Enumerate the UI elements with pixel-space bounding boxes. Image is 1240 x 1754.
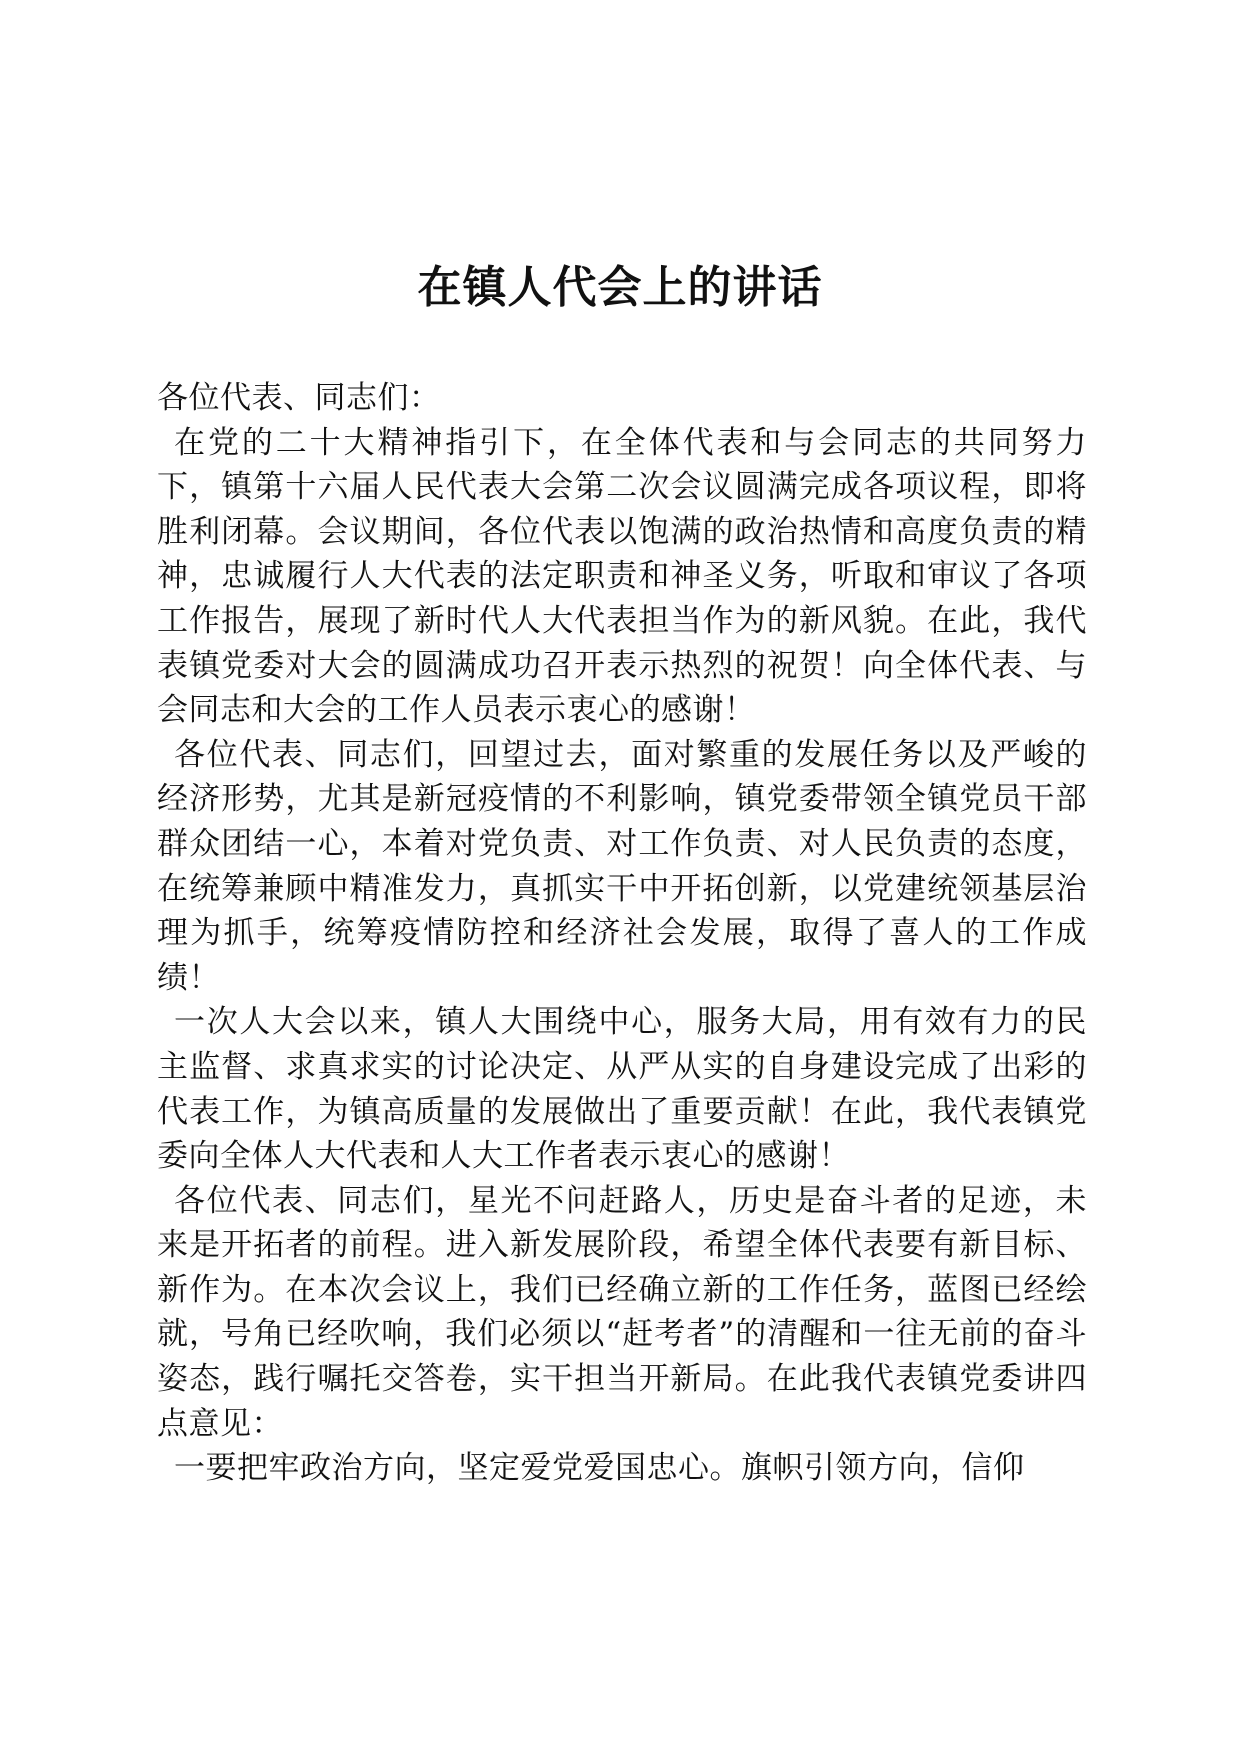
paragraph: 一要把牢政治方向，坚定爱党爱国忠心。旗帜引领方向，信仰	[174, 1450, 1025, 1487]
document-title: 在镇人代会上的讲话	[417, 262, 823, 313]
paragraph: 各位代表、同志们，星光不问赶路人，历史是奋斗者的足迹，未来是开拓者的前程。进入新发展阶段，希望全体代表要有新目标、新作为。在本次会议上，我们已经确立新的工作任务，蓝图已经绘就，号角已经吹响，我们必须以“赶考者”的清醒和一往无前的奋斗姿态，践行嘱托交答卷，实干担当开新局。在此我代表镇党委讲四点意见：	[157, 1182, 1087, 1442]
paragraph: 在党的二十大精神指引下，在全体代表和与会同志的共同努力下，镇第十六届人民代表大会第二次会议圆满完成各项议程，即将胜利闭幕。会议期间，各位代表以饱满的政治热情和高度负责的精神，忠诚履行人大代表的法定职责和神圣义务，听取和审议了各项工作报告，展现了新时代人大代表担当作为的新风貌。在此，我代表镇党委对大会的圆满成功召开表示热烈的祝贺！向全体代表、与会同志和大会的工作人员表示衷心的感谢！	[157, 424, 1087, 729]
document-body	[157, 376, 1087, 1491]
salutation: 各位代表、同志们：	[157, 380, 441, 416]
paragraph: 各位代表、同志们，回望过去，面对繁重的发展任务以及严峻的经济形势，尤其是新冠疫情的不利影响，镇党委带领全镇党员干部群众团结一心，本着对党负责、对工作负责、对人民负责的态度，在统筹兼顾中精准发力，真抓实干中开拓创新，以党建统领基层治理为抓手，统筹疫情防控和经济社会发展，取得了喜人的工作成绩！	[157, 736, 1087, 996]
paragraph: 一次人大会以来，镇人大围绕中心，服务大局，用有效有力的民主监督、求真求实的讨论决定、从严从实的自身建设完成了出彩的代表工作，为镇高质量的发展做出了重要贡献！在此，我代表镇党委向全体人大代表和人大工作者表示衷心的感谢！	[157, 1004, 1087, 1175]
